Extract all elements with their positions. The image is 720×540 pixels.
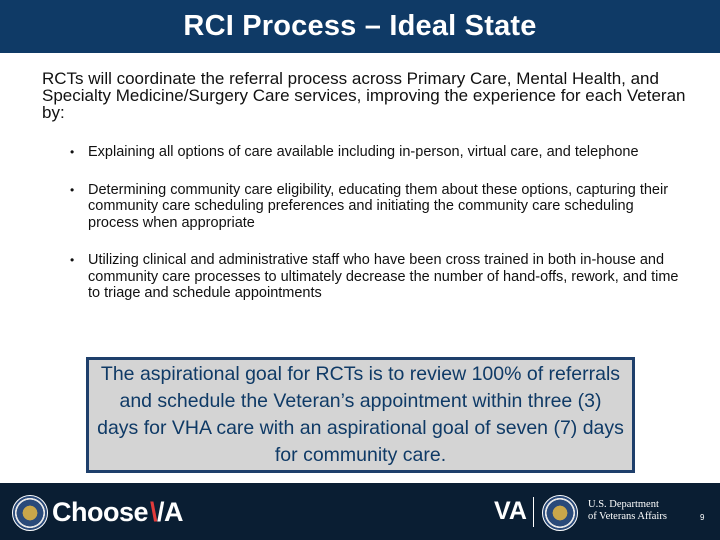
bullet-text: Explaining all options of care available including in-person, virtual care, and telephone — [88, 144, 639, 160]
bullet-dot: • — [70, 253, 75, 267]
va-wordmark: VA — [494, 497, 527, 525]
va-check-icon: \/A — [150, 497, 184, 527]
goal-callout — [86, 357, 635, 473]
choose-text: Choose — [52, 497, 149, 527]
bullet-list — [68, 144, 688, 323]
choose-va-logo — [52, 497, 183, 528]
bullet-item — [68, 252, 688, 302]
bullet-item — [68, 144, 688, 161]
bullet-item — [68, 182, 688, 232]
footer-bar — [0, 483, 720, 540]
intro-text: RCTs will coordinate the referral process across Primary Care, Mental Health, and Specialty Medicine/Surgery Care services, improving the experience for each Veteran by: — [42, 69, 686, 122]
page-number: 9 — [700, 513, 705, 522]
bullet-text: Utilizing clinical and administrative staff who have been cross trained in both in-house and community care processes to ultimately decrease the number of hand-offs, rework, and time to triage and schedule appointments — [88, 252, 679, 301]
dept-line-2: of Veterans Affairs — [588, 511, 667, 522]
bullet-text: Determining community care eligibility, educating them about these options, capturing their community care scheduling preferences and initiating the community care scheduling process when appropriate — [88, 181, 669, 231]
dept-name — [588, 499, 667, 523]
dept-seal-icon — [542, 495, 578, 531]
goal-text: The aspirational goal for RCTs is to review 100% of referrals and schedule the Veteran’s appointment within three (3) days for VHA care with an aspirational goal of seven (7) days for community care. — [97, 363, 624, 466]
title-bar — [0, 0, 720, 53]
bullet-dot: • — [70, 145, 75, 159]
footer-divider — [533, 497, 534, 527]
va-seal-icon — [12, 495, 48, 531]
dept-line-1: U.S. Department — [588, 499, 659, 510]
bullet-dot: • — [70, 182, 75, 197]
slide-title: RCI Process – Ideal State — [183, 10, 537, 42]
